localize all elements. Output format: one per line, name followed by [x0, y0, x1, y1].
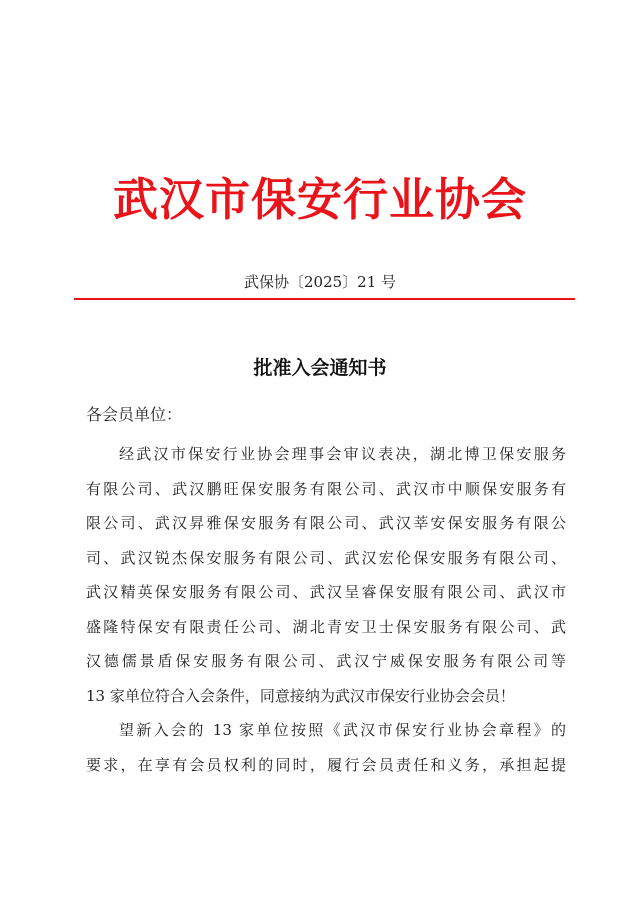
body-line: 汉德儒景盾保安服务有限公司、武汉宁威保安服务有限公司等: [86, 652, 566, 670]
salutation: 各会员单位：: [86, 405, 183, 424]
body-line: 有限公司、武汉鹏旺保安服务有限公司、武汉市中顺保安服务有: [86, 479, 566, 498]
body-line: 经武汉市保安行业协会理事会审议表决，湖北博卫保安服务: [119, 445, 566, 463]
red-header-rule: [74, 298, 575, 300]
document-number: 武保协〔2025〕21 号: [243, 273, 397, 291]
body-line: 限公司、武汉昇雅保安服务有限公司、武汉莘安保安服务有限公: [86, 514, 566, 532]
body-line: 要求，在享有会员权利的同时，履行会员责任和义务，承担起提: [86, 755, 566, 774]
body-text: [86, 437, 566, 782]
body-line: 盛隆特保安有限责任公司、湖北青安卫士保安服务有限公司、武: [86, 617, 566, 636]
organization-title: 武汉市保安行业协会: [112, 173, 527, 226]
body-line: 司、武汉锐杰保安服务有限公司、武汉宏伦保安服务有限公司、: [86, 548, 566, 567]
document-title: 批准入会通知书: [253, 357, 387, 379]
body-line: 望新入会的 13 家单位按照《武汉市保安行业协会章程》的: [119, 721, 566, 739]
body-line: 13 家单位符合入会条件，同意接纳为武汉市保安行业协会会员！: [86, 686, 515, 705]
body-line: 武汉精英保安服务有限公司、武汉呈睿保安服有限公司、武汉市: [86, 583, 566, 601]
